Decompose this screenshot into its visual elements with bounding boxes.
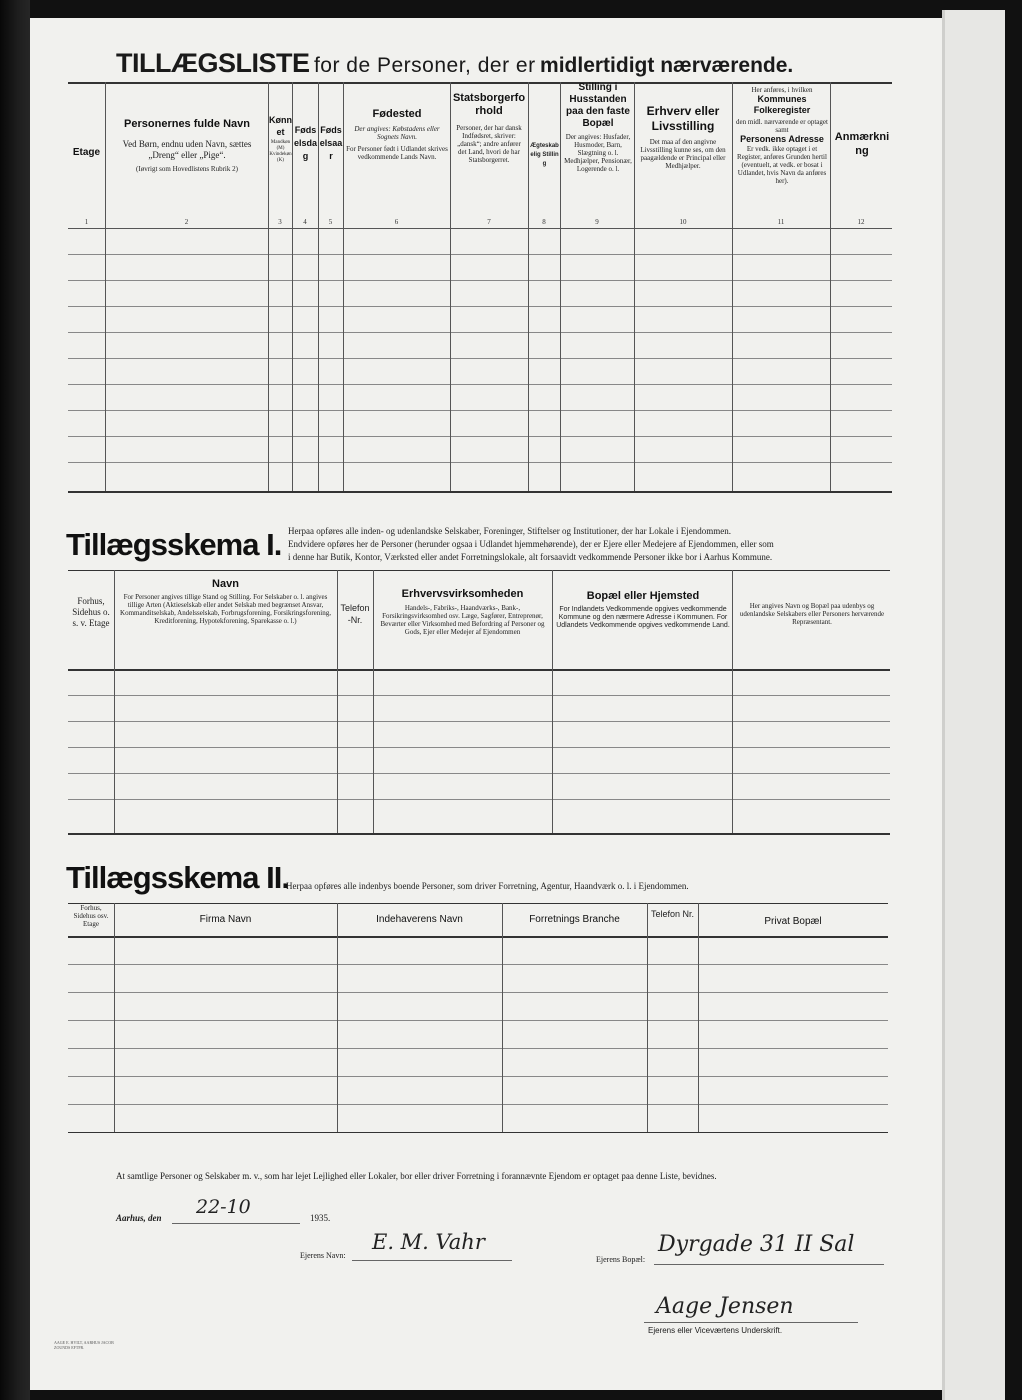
year-printed: 1935. [310,1213,331,1223]
facing-page-edge [942,10,1005,1400]
skema2-col-etage: Forhus, Sidehus osv. Etage [73,904,109,928]
skema1-note-1: Herpaa opføres alle inden- og udenlandske Selskaber, Foreninger, Stiftelser og Institutioner, der har Lokale i Ejendommen. [288,526,732,536]
owner-name-handwritten: E. M. Vahr [372,1230,485,1254]
form-title [116,48,936,79]
col-remarks-header: Anmærkning [834,131,890,157]
skema1-col-telefon: Telefon-Nr. [340,603,370,625]
skema1-title: Tillægsskema I. [66,527,282,562]
col-num-7: 7 [487,218,491,226]
title-mid: for de Personer, der er [313,54,536,77]
skema2-col-telefon: Telefon Nr. [650,909,695,919]
col-num-10: 10 [679,218,687,226]
col-num-2: 2 [184,218,189,226]
skema1-col-navn: Navn For Personer angives tillige Stand og Stilling. For Selskaber o. l. angives tillige Arten (Aktieselskab eller andet Selskab med begrænset Ansvar, Kommanditselskab, Andelsselskab, Forbrugsforening, Forsikringsforening, Kreditforening, Hypotekforening, Sparekasse o. l.) [120,578,331,625]
col-num-6: 6 [394,218,399,226]
skema1-note-2: Endvidere opføres her de Personer (herunder ogsaa i Udlandet hjemmehørende), der er Ejere eller Medejere af Ejendommen, eller som [288,539,774,549]
skema1-col-bopael: Bopæl eller Hjemsted For Indlandets Vedkommende opgives vedkommende Kommune og den nærmere Adresse i Kommunen. For Udlandets Vedkommende opgives vedkommende Land. [556,590,730,629]
col-num-12: 12 [857,218,865,226]
signature-label: Ejerens eller Viceværtens Underskrift. [648,1326,783,1335]
col-num-1: 1 [84,218,89,226]
skema2-col-indehaver: Indehaverens Navn [376,914,463,925]
col-num-11: 11 [777,218,785,226]
col-birthday-header: Fødselsdag [293,125,317,161]
census-form-page [30,18,942,1390]
printer-imprint: AAGE E. HVILT, AARHUS JACOB ZOUNDS EFTFR. [54,1340,114,1350]
skema2-note: Herpaa opføres alle indenbys boende Personer, som driver Forretning, Agentur, Haandværk o. l. i Ejendommen. [286,881,689,891]
col-register-header: Her anføres, i hvilken Kommunes Folkeregister den midl. nærværende er optaget samt Personens Adresse Er vedk. ikke optaget i et Register, anføres Grunden hertil (eventuelt, at vedk. er bosat i Udlandet, hvis Navn da anføres her). [736,86,828,185]
skema2-col-bopael: Privat Bopæl [764,916,822,927]
col-num-8: 8 [542,218,546,226]
col-sex-header: Kønnet Mandkøn (M) Kvindekøn (K) [269,115,292,163]
col-num-5: 5 [328,218,333,226]
col-name-header: Personernes fulde Navn Ved Børn, endnu uden Navn, sættes „Dreng“ eller „Pige“. (Iøvrigt som Hovedlistens Rubrik 2) [122,118,252,173]
col-birthyear-header: Fødselsaar [319,125,343,161]
col-num-9: 9 [595,218,599,226]
col-etage-header: Etage [72,147,101,158]
title-bold: TILLÆGSLISTE [116,48,310,78]
owner-address-label: Ejerens Bopæl: [596,1255,646,1264]
col-citizenship-header: Statsborgerforhold Personer, der har dansk Indfødsret, skriver: „dansk“; andre anfører det Land, hvori de har Statsborgerret. [452,92,526,164]
place-date-label: Aarhus, den [116,1213,162,1223]
attestation-statement: At samtlige Personer og Selskaber m. v., som har lejet Lejlighed eller Lokaler, bor eller driver Forretning i forannævnte Ejendom er optaget paa denne Liste, bevidnes. [116,1171,717,1181]
owner-address-handwritten: Dyrgade 31 II Sal [658,1232,855,1257]
col-birthplace-header: Fødested Der angives: Købstadens eller Sognets Navn. For Personer født i Udlandet skrives vedkommende Lands Navn. [346,108,448,161]
col-num-3: 3 [278,218,282,226]
col-occupation-header: Erhverv eller Livsstilling Det maa af den angivne Livsstilling kunne ses, om den paagældende er Principal eller Medhjælper. [640,104,726,170]
col-num-4: 4 [303,218,307,226]
skema1-note-3: i denne har Butik, Kontor, Værksted eller andet Forretningslokale, alt forsaavidt vedkommende Personer ikke bor i Aarhus Kommune. [288,552,773,562]
owner-name-label: Ejerens Navn: [300,1251,346,1260]
skema2-col-branche: Forretnings Branche [529,914,620,925]
book-spine [0,0,30,1400]
title-end: midlertidigt nærværende. [540,54,794,77]
caretaker-signature: Aage Jensen [656,1294,794,1319]
skema2-title: Tillægsskema II. [66,860,289,895]
skema1-col-etage: Forhus, Sidehus o. s. v. Etage [72,596,110,628]
col-household-header: Stilling i Husstanden paa den faste Bopæl Der angives: Husfader, Husmoder, Barn, Slægtning o. l. Medhjælper, Pensionær, Logerende o. l. [564,82,632,173]
date-handwritten: 22-10 [196,1196,251,1218]
skema2-col-firma: Firma Navn [199,914,252,925]
skema1-col-erhverv: Erhvervsvirksomheden Handels-, Fabriks-, Haandværks-, Bank-, Forsikringsvirksomhed osv. Læge, Sagfører, Entreprenør, Beværter eller Virksomhed med Befordring af Personer og Gods, Ejer eller Medejer af Ejendommen [380,588,545,636]
col-marital-header: Ægteskabelig Stilling [530,143,559,167]
skema1-col-repraesentant: Her angives Navn og Bopæl paa udenbys og udenlandske Selskabers eller Personers herværende Repræsentant. [739,602,885,626]
